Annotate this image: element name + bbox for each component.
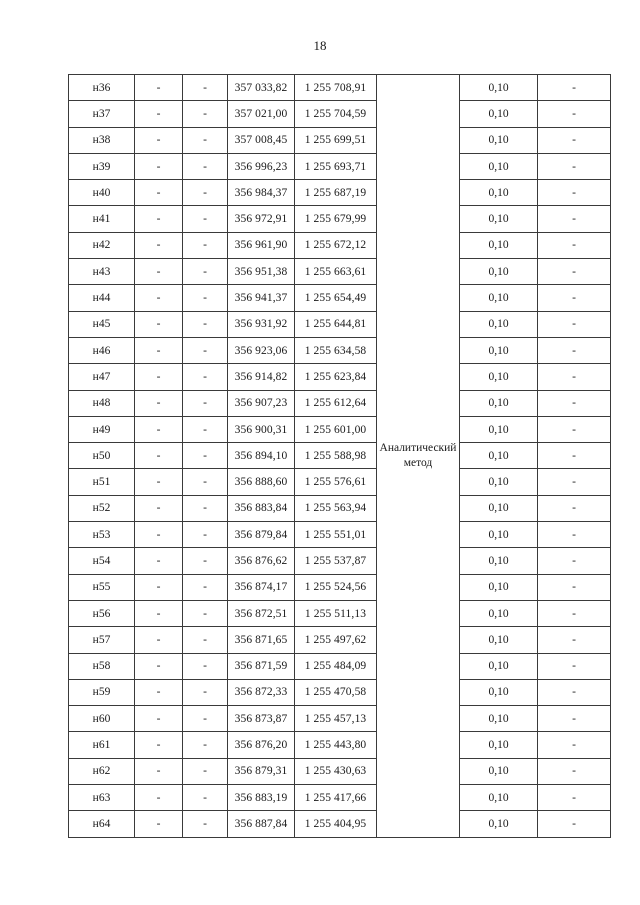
column-3-cell: -	[183, 522, 228, 548]
table-row	[69, 75, 611, 101]
column-8-cell: -	[538, 390, 611, 416]
x-coordinate-cell: 356 879,31	[228, 758, 295, 784]
point-name-cell: н50	[69, 443, 135, 469]
x-coordinate-cell: 356 888,60	[228, 469, 295, 495]
column-2-cell: -	[135, 416, 183, 442]
accuracy-cell: 0,10	[460, 600, 538, 626]
column-2-cell: -	[135, 548, 183, 574]
column-8-cell: -	[538, 416, 611, 442]
column-2-cell: -	[135, 180, 183, 206]
y-coordinate-cell: 1 255 699,51	[295, 127, 377, 153]
column-3-cell: -	[183, 679, 228, 705]
accuracy-cell: 0,10	[460, 127, 538, 153]
point-name-cell: н45	[69, 311, 135, 337]
column-8-cell: -	[538, 101, 611, 127]
column-8-cell: -	[538, 627, 611, 653]
x-coordinate-cell: 356 874,17	[228, 574, 295, 600]
column-2-cell: -	[135, 206, 183, 232]
y-coordinate-cell: 1 255 524,56	[295, 574, 377, 600]
y-coordinate-cell: 1 255 470,58	[295, 679, 377, 705]
table-row	[69, 443, 611, 469]
y-coordinate-cell: 1 255 693,71	[295, 153, 377, 179]
point-name-cell: н60	[69, 706, 135, 732]
column-2-cell: -	[135, 522, 183, 548]
accuracy-cell: 0,10	[460, 206, 538, 232]
accuracy-cell: 0,10	[460, 416, 538, 442]
y-coordinate-cell: 1 255 588,98	[295, 443, 377, 469]
column-8-cell: -	[538, 469, 611, 495]
point-name-cell: н54	[69, 548, 135, 574]
table-row	[69, 206, 611, 232]
column-8-cell: -	[538, 732, 611, 758]
point-name-cell: н48	[69, 390, 135, 416]
y-coordinate-cell: 1 255 511,13	[295, 600, 377, 626]
y-coordinate-cell: 1 255 551,01	[295, 522, 377, 548]
y-coordinate-cell: 1 255 644,81	[295, 311, 377, 337]
column-2-cell: -	[135, 311, 183, 337]
x-coordinate-cell: 356 872,33	[228, 679, 295, 705]
column-8-cell: -	[538, 495, 611, 521]
column-3-cell: -	[183, 443, 228, 469]
point-name-cell: н51	[69, 469, 135, 495]
accuracy-cell: 0,10	[460, 785, 538, 811]
x-coordinate-cell: 356 951,38	[228, 259, 295, 285]
accuracy-cell: 0,10	[460, 153, 538, 179]
column-3-cell: -	[183, 285, 228, 311]
table-row	[69, 259, 611, 285]
point-name-cell: н57	[69, 627, 135, 653]
accuracy-cell: 0,10	[460, 758, 538, 784]
table-row	[69, 706, 611, 732]
y-coordinate-cell: 1 255 417,66	[295, 785, 377, 811]
y-coordinate-cell: 1 255 430,63	[295, 758, 377, 784]
column-2-cell: -	[135, 679, 183, 705]
column-2-cell: -	[135, 232, 183, 258]
column-2-cell: -	[135, 390, 183, 416]
column-3-cell: -	[183, 311, 228, 337]
column-3-cell: -	[183, 232, 228, 258]
accuracy-cell: 0,10	[460, 232, 538, 258]
y-coordinate-cell: 1 255 404,95	[295, 811, 377, 837]
x-coordinate-cell: 356 961,90	[228, 232, 295, 258]
x-coordinate-cell: 356 984,37	[228, 180, 295, 206]
column-3-cell: -	[183, 101, 228, 127]
y-coordinate-cell: 1 255 601,00	[295, 416, 377, 442]
x-coordinate-cell: 356 883,19	[228, 785, 295, 811]
accuracy-cell: 0,10	[460, 469, 538, 495]
column-8-cell: -	[538, 706, 611, 732]
y-coordinate-cell: 1 255 634,58	[295, 337, 377, 363]
column-2-cell: -	[135, 600, 183, 626]
column-2-cell: -	[135, 758, 183, 784]
column-3-cell: -	[183, 180, 228, 206]
table-row	[69, 337, 611, 363]
column-3-cell: -	[183, 495, 228, 521]
column-8-cell: -	[538, 127, 611, 153]
y-coordinate-cell: 1 255 704,59	[295, 101, 377, 127]
column-3-cell: -	[183, 75, 228, 101]
column-2-cell: -	[135, 443, 183, 469]
column-3-cell: -	[183, 706, 228, 732]
table-row	[69, 574, 611, 600]
column-3-cell: -	[183, 653, 228, 679]
table-row	[69, 785, 611, 811]
accuracy-cell: 0,10	[460, 259, 538, 285]
x-coordinate-cell: 357 008,45	[228, 127, 295, 153]
point-name-cell: н53	[69, 522, 135, 548]
table-row	[69, 653, 611, 679]
point-name-cell: н40	[69, 180, 135, 206]
column-2-cell: -	[135, 127, 183, 153]
point-name-cell: н46	[69, 337, 135, 363]
accuracy-cell: 0,10	[460, 706, 538, 732]
point-name-cell: н64	[69, 811, 135, 837]
column-8-cell: -	[538, 574, 611, 600]
column-2-cell: -	[135, 706, 183, 732]
table-row	[69, 311, 611, 337]
table-row	[69, 627, 611, 653]
point-name-cell: н52	[69, 495, 135, 521]
table-row	[69, 495, 611, 521]
column-3-cell: -	[183, 390, 228, 416]
column-3-cell: -	[183, 627, 228, 653]
y-coordinate-cell: 1 255 443,80	[295, 732, 377, 758]
column-2-cell: -	[135, 364, 183, 390]
column-3-cell: -	[183, 416, 228, 442]
table-row	[69, 232, 611, 258]
column-8-cell: -	[538, 259, 611, 285]
column-3-cell: -	[183, 337, 228, 363]
accuracy-cell: 0,10	[460, 653, 538, 679]
column-8-cell: -	[538, 522, 611, 548]
column-3-cell: -	[183, 548, 228, 574]
point-name-cell: н41	[69, 206, 135, 232]
column-2-cell: -	[135, 627, 183, 653]
column-8-cell: -	[538, 548, 611, 574]
x-coordinate-cell: 356 941,37	[228, 285, 295, 311]
point-name-cell: н47	[69, 364, 135, 390]
accuracy-cell: 0,10	[460, 443, 538, 469]
x-coordinate-cell: 356 873,87	[228, 706, 295, 732]
x-coordinate-cell: 357 021,00	[228, 101, 295, 127]
y-coordinate-cell: 1 255 457,13	[295, 706, 377, 732]
accuracy-cell: 0,10	[460, 679, 538, 705]
table-row	[69, 600, 611, 626]
column-3-cell: -	[183, 600, 228, 626]
accuracy-cell: 0,10	[460, 75, 538, 101]
column-2-cell: -	[135, 101, 183, 127]
x-coordinate-cell: 356 894,10	[228, 443, 295, 469]
column-8-cell: -	[538, 75, 611, 101]
x-coordinate-cell: 356 876,20	[228, 732, 295, 758]
column-8-cell: -	[538, 785, 611, 811]
table-row	[69, 679, 611, 705]
column-8-cell: -	[538, 653, 611, 679]
column-8-cell: -	[538, 443, 611, 469]
table-row	[69, 285, 611, 311]
point-name-cell: н38	[69, 127, 135, 153]
column-3-cell: -	[183, 758, 228, 784]
x-coordinate-cell: 356 871,59	[228, 653, 295, 679]
accuracy-cell: 0,10	[460, 811, 538, 837]
table-row	[69, 548, 611, 574]
accuracy-cell: 0,10	[460, 337, 538, 363]
x-coordinate-cell: 356 900,31	[228, 416, 295, 442]
point-name-cell: н63	[69, 785, 135, 811]
point-name-cell: н55	[69, 574, 135, 600]
y-coordinate-cell: 1 255 663,61	[295, 259, 377, 285]
point-name-cell: н39	[69, 153, 135, 179]
column-2-cell: -	[135, 153, 183, 179]
table-row	[69, 390, 611, 416]
accuracy-cell: 0,10	[460, 390, 538, 416]
x-coordinate-cell: 356 872,51	[228, 600, 295, 626]
column-2-cell: -	[135, 469, 183, 495]
column-3-cell: -	[183, 785, 228, 811]
table-row	[69, 522, 611, 548]
column-3-cell: -	[183, 364, 228, 390]
table-body	[69, 75, 611, 838]
y-coordinate-cell: 1 255 679,99	[295, 206, 377, 232]
x-coordinate-cell: 356 887,84	[228, 811, 295, 837]
column-2-cell: -	[135, 495, 183, 521]
y-coordinate-cell: 1 255 537,87	[295, 548, 377, 574]
column-8-cell: -	[538, 180, 611, 206]
accuracy-cell: 0,10	[460, 522, 538, 548]
method-cell: Аналитический метод	[377, 75, 460, 838]
point-name-cell: н37	[69, 101, 135, 127]
point-name-cell: н44	[69, 285, 135, 311]
column-3-cell: -	[183, 206, 228, 232]
x-coordinate-cell: 356 931,92	[228, 311, 295, 337]
column-3-cell: -	[183, 811, 228, 837]
y-coordinate-cell: 1 255 708,91	[295, 75, 377, 101]
y-coordinate-cell: 1 255 654,49	[295, 285, 377, 311]
accuracy-cell: 0,10	[460, 285, 538, 311]
column-2-cell: -	[135, 811, 183, 837]
x-coordinate-cell: 356 972,91	[228, 206, 295, 232]
point-name-cell: н58	[69, 653, 135, 679]
column-2-cell: -	[135, 785, 183, 811]
column-2-cell: -	[135, 259, 183, 285]
point-name-cell: н61	[69, 732, 135, 758]
y-coordinate-cell: 1 255 687,19	[295, 180, 377, 206]
y-coordinate-cell: 1 255 612,64	[295, 390, 377, 416]
point-name-cell: н62	[69, 758, 135, 784]
table-row	[69, 758, 611, 784]
table-row	[69, 101, 611, 127]
accuracy-cell: 0,10	[460, 574, 538, 600]
y-coordinate-cell: 1 255 672,12	[295, 232, 377, 258]
column-8-cell: -	[538, 679, 611, 705]
column-2-cell: -	[135, 337, 183, 363]
x-coordinate-cell: 357 033,82	[228, 75, 295, 101]
column-8-cell: -	[538, 758, 611, 784]
x-coordinate-cell: 356 883,84	[228, 495, 295, 521]
column-3-cell: -	[183, 153, 228, 179]
accuracy-cell: 0,10	[460, 627, 538, 653]
column-8-cell: -	[538, 364, 611, 390]
x-coordinate-cell: 356 907,23	[228, 390, 295, 416]
page-number: 18	[313, 38, 327, 53]
table-row	[69, 416, 611, 442]
column-3-cell: -	[183, 259, 228, 285]
column-8-cell: -	[538, 285, 611, 311]
column-2-cell: -	[135, 574, 183, 600]
table-row	[69, 732, 611, 758]
point-name-cell: н42	[69, 232, 135, 258]
accuracy-cell: 0,10	[460, 495, 538, 521]
accuracy-cell: 0,10	[460, 101, 538, 127]
x-coordinate-cell: 356 914,82	[228, 364, 295, 390]
table-row	[69, 127, 611, 153]
accuracy-cell: 0,10	[460, 311, 538, 337]
point-name-cell: н43	[69, 259, 135, 285]
column-8-cell: -	[538, 311, 611, 337]
column-8-cell: -	[538, 337, 611, 363]
y-coordinate-cell: 1 255 484,09	[295, 653, 377, 679]
column-3-cell: -	[183, 469, 228, 495]
coordinates-table	[68, 74, 611, 838]
x-coordinate-cell: 356 996,23	[228, 153, 295, 179]
column-2-cell: -	[135, 732, 183, 758]
point-name-cell: н59	[69, 679, 135, 705]
column-8-cell: -	[538, 206, 611, 232]
y-coordinate-cell: 1 255 497,62	[295, 627, 377, 653]
column-8-cell: -	[538, 153, 611, 179]
table-row	[69, 811, 611, 837]
x-coordinate-cell: 356 876,62	[228, 548, 295, 574]
y-coordinate-cell: 1 255 576,61	[295, 469, 377, 495]
accuracy-cell: 0,10	[460, 180, 538, 206]
point-name-cell: н36	[69, 75, 135, 101]
column-8-cell: -	[538, 600, 611, 626]
table-row	[69, 469, 611, 495]
y-coordinate-cell: 1 255 563,94	[295, 495, 377, 521]
x-coordinate-cell: 356 871,65	[228, 627, 295, 653]
table-row	[69, 153, 611, 179]
point-name-cell: н56	[69, 600, 135, 626]
column-3-cell: -	[183, 127, 228, 153]
column-3-cell: -	[183, 574, 228, 600]
column-2-cell: -	[135, 285, 183, 311]
accuracy-cell: 0,10	[460, 364, 538, 390]
table-row	[69, 364, 611, 390]
table-row	[69, 180, 611, 206]
column-2-cell: -	[135, 653, 183, 679]
column-2-cell: -	[135, 75, 183, 101]
column-8-cell: -	[538, 232, 611, 258]
column-8-cell: -	[538, 811, 611, 837]
accuracy-cell: 0,10	[460, 548, 538, 574]
y-coordinate-cell: 1 255 623,84	[295, 364, 377, 390]
accuracy-cell: 0,10	[460, 732, 538, 758]
x-coordinate-cell: 356 923,06	[228, 337, 295, 363]
x-coordinate-cell: 356 879,84	[228, 522, 295, 548]
column-3-cell: -	[183, 732, 228, 758]
point-name-cell: н49	[69, 416, 135, 442]
